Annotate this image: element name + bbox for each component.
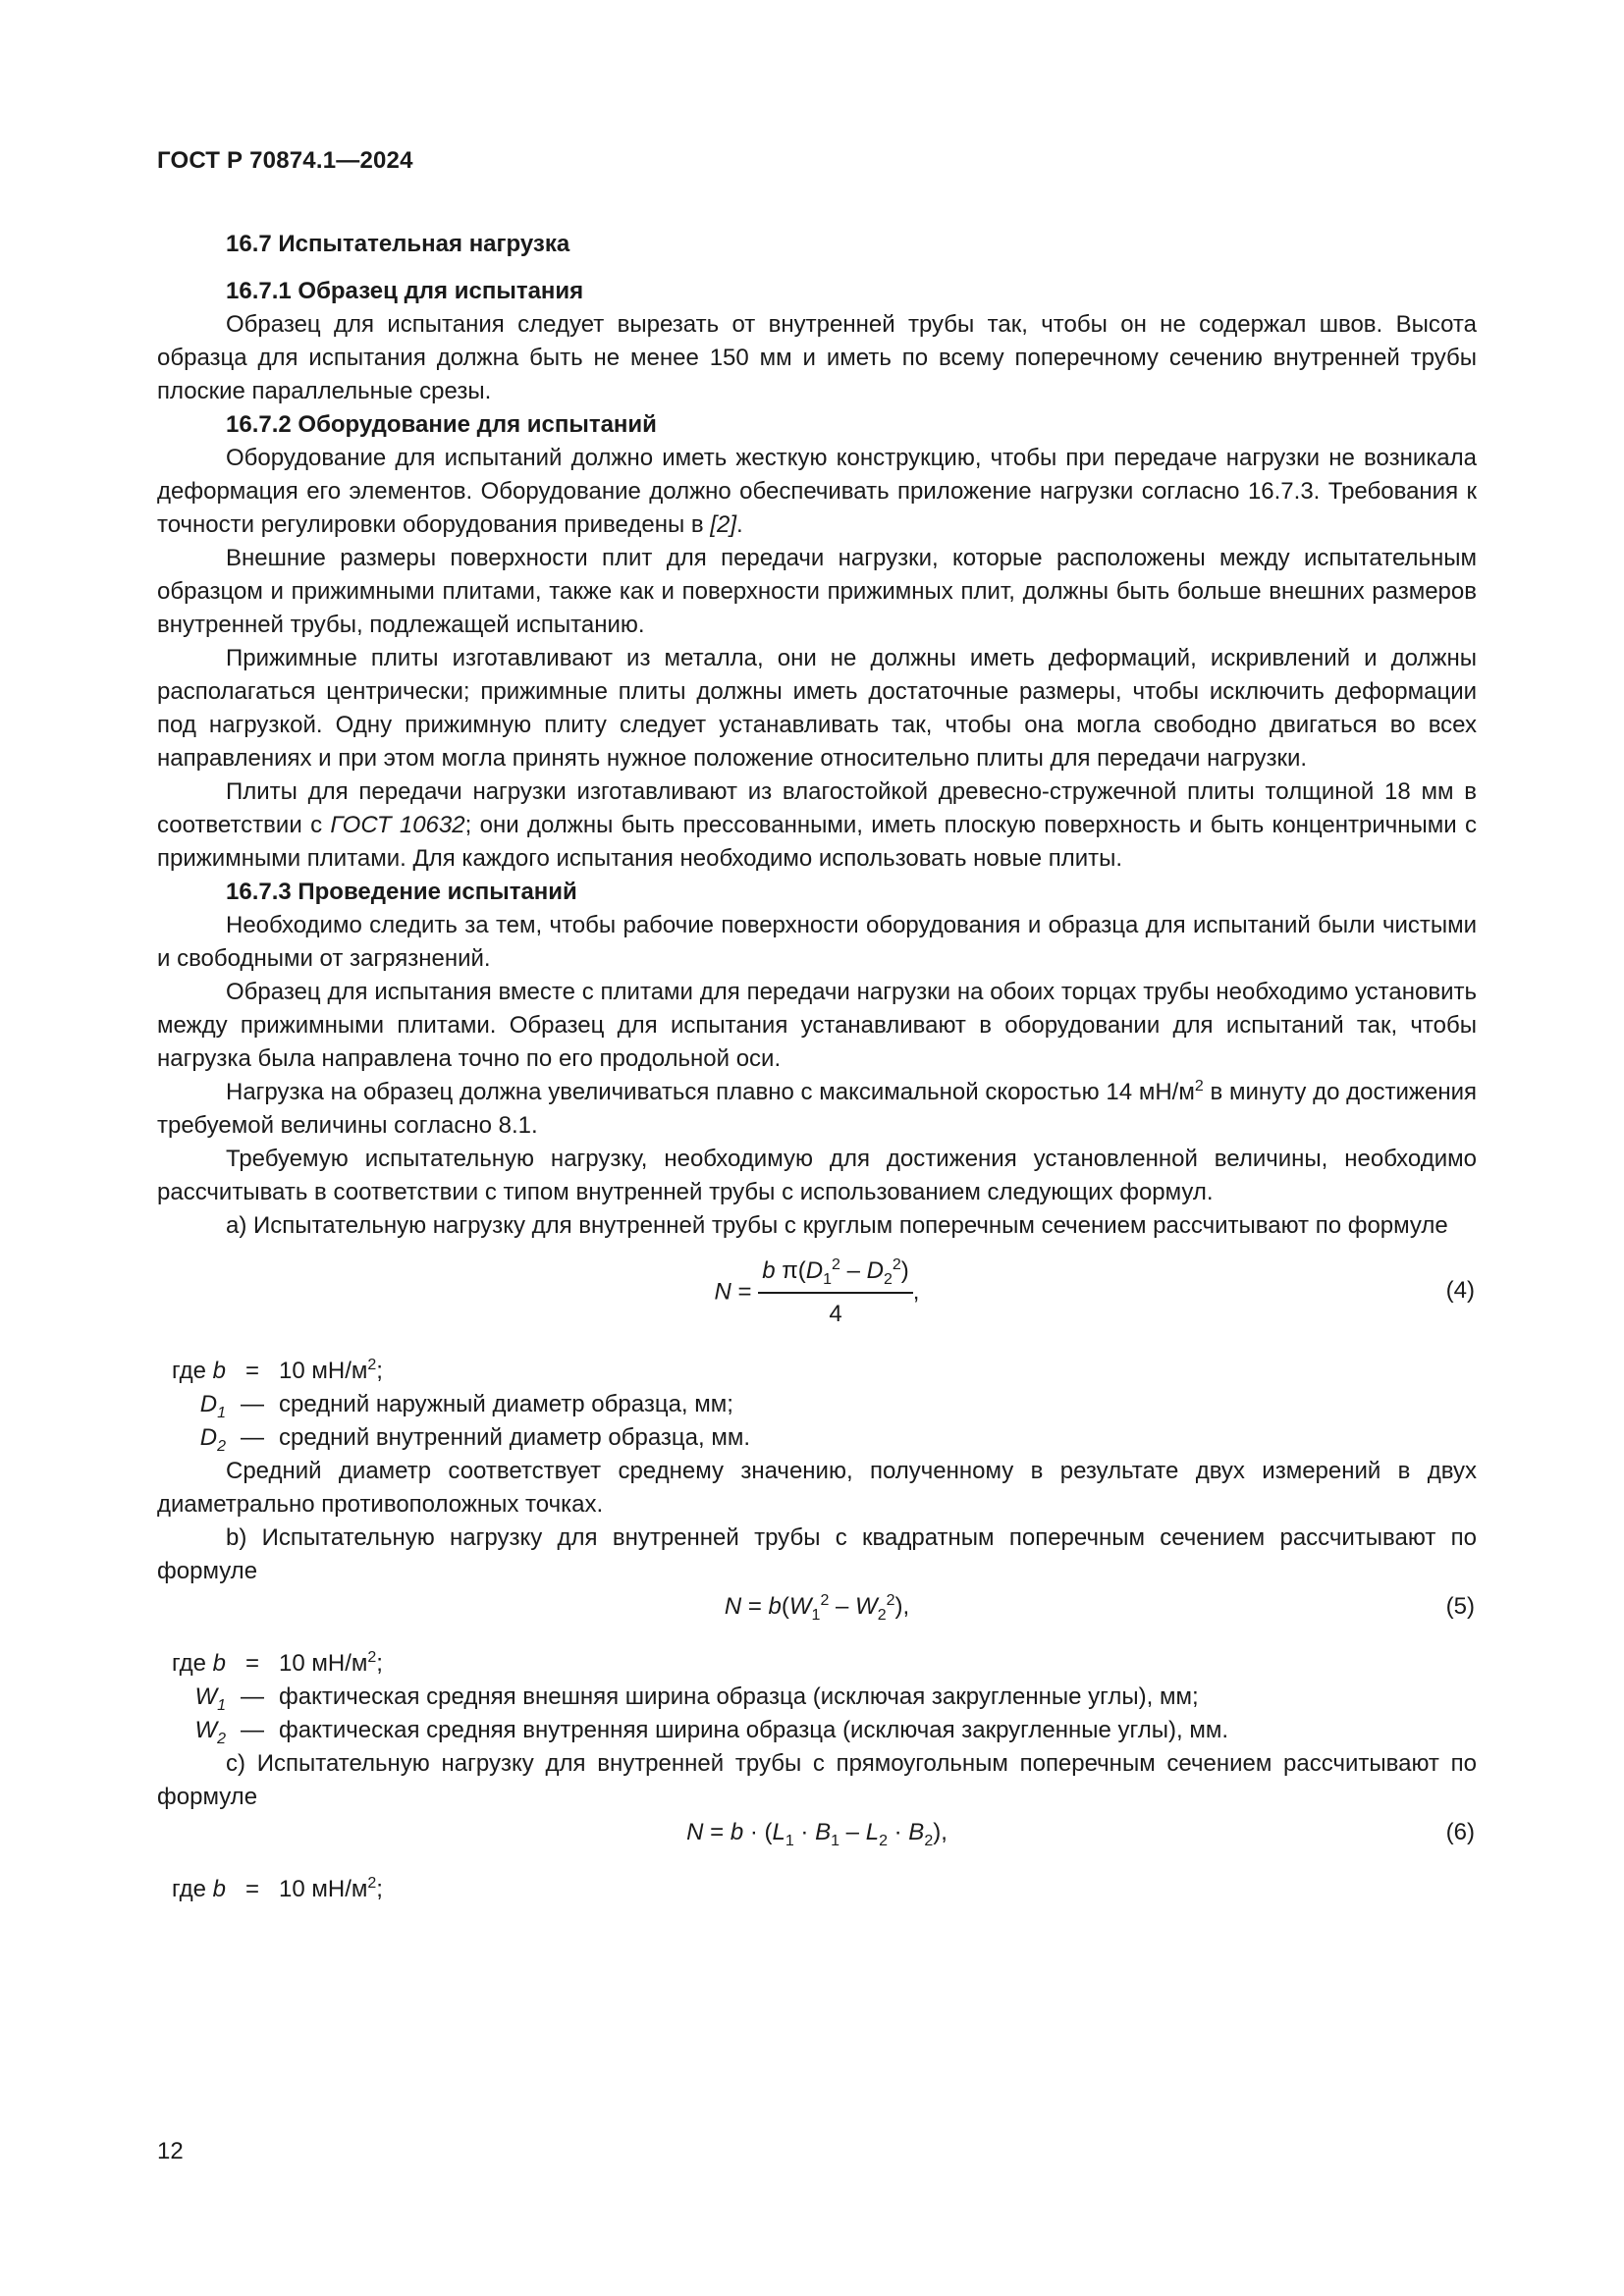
- legend-row: $W_2$ — фактическая средняя внутренняя ширина образца (исключая закругленные углы), мм.: [194, 1717, 1228, 1747]
- paragraph: Необходимо следить за тем, чтобы рабочие поверхности оборудования и образца для испытаний были чистыми и свободными от загрязнений.: [157, 912, 1477, 972]
- subsection-title-16-7-2: 16.7.2 Оборудование для испытаний: [226, 411, 657, 438]
- formula-6: [157, 1814, 1477, 1859]
- document-body: [157, 228, 1477, 1906]
- equation-number-6: (6): [1445, 1819, 1475, 1845]
- legend-row: $W_1$ — фактическая средняя внешняя ширина образца (исключая закругленные углы), мм;: [194, 1683, 1199, 1714]
- legend-row: где b = 10 $мН/м^2$;: [171, 1649, 383, 1677]
- paragraph: Нагрузка на образец должна увеличиваться плавно с максимальной скоростью 14 $мН/м^2$ в минуту до достижения требуемой величины согласно 8.1.: [157, 1078, 1477, 1139]
- document-header: ГОСТ Р 70874.1—2024: [157, 147, 413, 174]
- subsection-title-16-7-1: 16.7.1 Образец для испытания: [226, 278, 584, 304]
- subsection-title-16-7-3: 16.7.3 Проведение испытаний: [226, 879, 577, 905]
- formula-5: [157, 1588, 1477, 1633]
- legend-row: где b = 10 $мН/м^2$;: [171, 1357, 383, 1384]
- equation-number-4: (4): [1445, 1277, 1475, 1304]
- section-title: 16.7 Испытательная нагрузка: [226, 231, 570, 257]
- formula-4-expression: N = $\frac{b \pi(D_1^2 - D_2^2)}{4}$ ,: [714, 1256, 920, 1327]
- legend-row: $D_1$ — средний наружный диаметр образца, мм;: [199, 1391, 733, 1421]
- paragraph: Требуемую испытательную нагрузку, необходимую для достижения установленной величины, необходимо рассчитывать в соответствии с типом внутренней трубы с использованием следующих формул.: [157, 1146, 1477, 1205]
- paragraph: a) Испытательную нагрузку для внутренней трубы с круглым поперечным сечением рассчитывают по формуле: [226, 1212, 1448, 1239]
- equation-number-5: (5): [1445, 1593, 1475, 1620]
- page-number: 12: [157, 2138, 184, 2164]
- paragraph: b) Испытательную нагрузку для внутренней трубы с квадратным поперечным сечением рассчитывают по формуле: [157, 1524, 1477, 1584]
- paragraph: Внешние размеры поверхности плит для передачи нагрузки, которые расположены между испытательным образцом и прижимными плитами, также как и поверхности прижимных плит, должны быть больше внешних размеров внутренней трубы, подлежащей испытанию.: [157, 545, 1477, 638]
- paragraph: Средний диаметр соответствует среднему значению, полученному в результате двух измерений в двух диаметрально противоположных точках.: [157, 1458, 1477, 1518]
- formula-5-expression: $N = b(W_1^2 - W_2^2)$,: [724, 1592, 910, 1624]
- reference: [2]: [710, 511, 736, 538]
- standard-reference: ГОСТ 10632: [330, 812, 465, 838]
- formula-5-legend: [157, 1647, 1477, 1747]
- formula-6-legend: [157, 1873, 1477, 1906]
- formula-4: [157, 1243, 1477, 1341]
- legend-row: где b = 10 $мН/м^2$;: [171, 1875, 383, 1902]
- paragraph: Плиты для передачи нагрузки изготавливают из влагостойкой древесно-стружечной плиты толщиной 18 мм в соответствии с ГОСТ 10632; они должны быть прессованными, иметь плоскую поверхность и быть концентричными с прижимными плитами. Для каждого испытания необходимо использовать новые плиты.: [157, 778, 1477, 872]
- paragraph: Образец для испытания следует вырезать от внутренней трубы так, чтобы он не содержал швов. Высота образца для испытания должна быть не менее 150 мм и иметь по всему поперечному сечению внутренней трубы плоские параллельные срезы.: [157, 311, 1477, 404]
- paragraph: c) Испытательную нагрузку для внутренней трубы с прямоугольным поперечным сечением рассчитывают по формуле: [157, 1750, 1477, 1810]
- legend-row: $D_2$ — средний внутренний диаметр образца, мм.: [199, 1424, 751, 1455]
- formula-6-expression: $N = b \cdot (L_1 \cdot B_1 - L_2 \cdot B_2)$,: [686, 1819, 947, 1849]
- paragraph: Оборудование для испытаний должно иметь жесткую конструкцию, чтобы при передаче нагрузки не возникала деформация его элементов. Оборудование должно обеспечивать приложение нагрузки согласно 16.7.3. Требования к точности регулировки оборудования приведены в [2].: [157, 445, 1477, 538]
- paragraph: Образец для испытания вместе с плитами для передачи нагрузки на обоих торцах трубы необходимо установить между прижимными плитами. Образец для испытания устанавливают в оборудовании для испытаний так, чтобы нагрузка была направлена точно по его продольной оси.: [157, 979, 1477, 1072]
- formula-4-legend: [157, 1355, 1477, 1455]
- paragraph: Прижимные плиты изготавливают из металла, они не должны иметь деформаций, искривлений и должны располагаться центрически; прижимные плиты должны иметь достаточные размеры, чтобы исключить деформации под нагрузкой. Одну прижимную плиту следует устанавливать так, чтобы она могла свободно двигаться во всех направлениях и при этом могла принять нужное положение относительно плиты для передачи нагрузки.: [157, 645, 1477, 772]
